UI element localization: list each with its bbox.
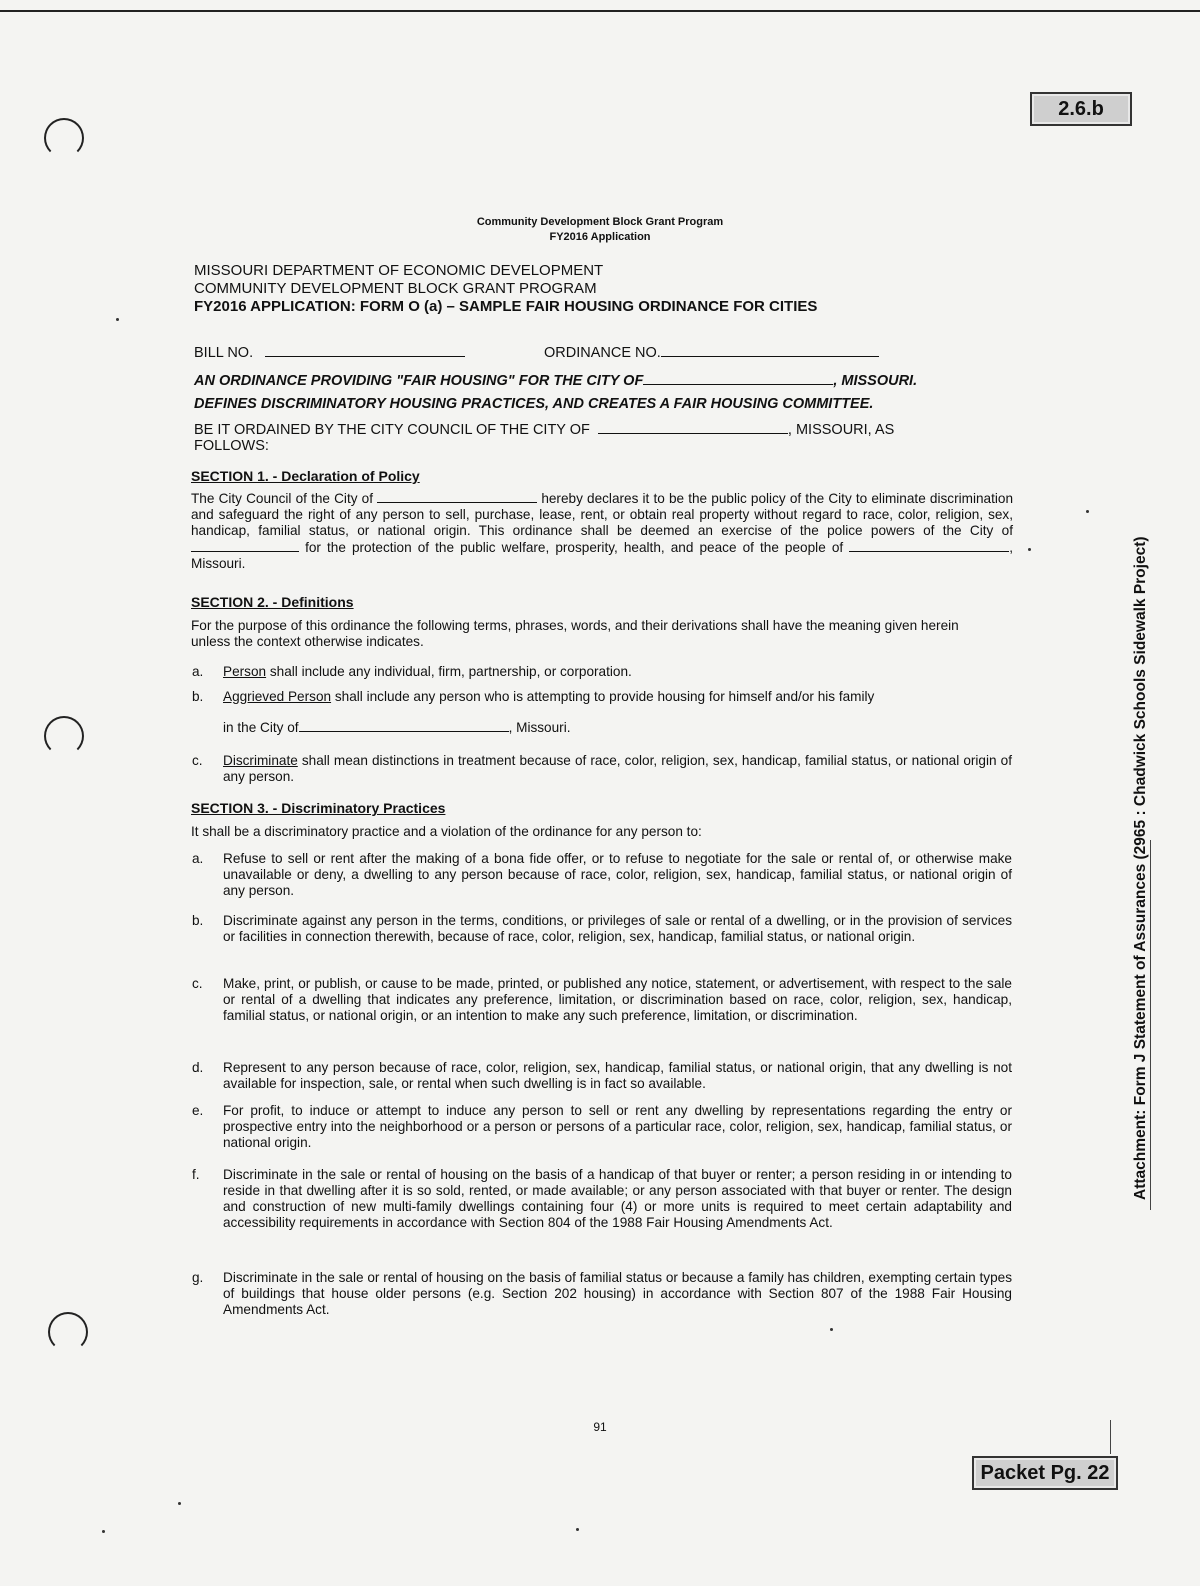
scan-speck <box>1028 548 1031 551</box>
definition-a-label: a. <box>192 664 204 679</box>
practice-item <box>192 851 1012 899</box>
section-1-heading-text: SECTION 1. - Declaration of Policy <box>191 468 420 484</box>
page-number: 91 <box>593 1420 607 1434</box>
practice-item-text: Discriminate against any person in the terms, conditions, or privileges of sale or rental of a dwelling, or in the provision of services or facilities in connection therewith, because of race, color, religion, sex, handicap, familial status, or national origin. <box>223 913 1012 944</box>
practice-item-text: Represent to any person because of race, color, religion, sex, handicap, familial status, or national origin, that any dwelling is not available for inspection, sale, or rental when such dwelling is in fact so available. <box>223 1060 1012 1091</box>
definition-c-label: c. <box>192 753 203 768</box>
ordinance-title-state: , MISSOURI. <box>833 373 918 389</box>
punch-hole-mark <box>48 1312 88 1352</box>
practice-item <box>192 1270 1012 1318</box>
definition-b <box>192 689 1012 705</box>
ordinance-number-row <box>544 344 879 361</box>
practice-item <box>192 1103 1012 1151</box>
section-1-paragraph <box>191 490 1013 572</box>
definition-a-text: shall include any individual, firm, partnership, or corporation. <box>266 664 632 679</box>
definition-b-text: shall include any person who is attempting to provide housing for himself and/or his family <box>331 689 875 704</box>
ordinance-title-line-1 <box>194 372 917 389</box>
definition-b-city <box>223 719 623 736</box>
definition-c <box>192 753 1012 785</box>
definition-b-city-state: , Missouri. <box>508 720 571 735</box>
practice-item-text: Refuse to sell or rent after the making of a bona fide offer, or to refuse to negotiate for the sale or rental of, or otherwise make unavailable or deny, a dwelling to any person because of race, color, religion, sex, handicap, familial status, or national origin of any person. <box>223 851 1012 898</box>
practice-item-text: Discriminate in the sale or rental of housing on the basis of familial status or because a family has children, exempting certain types of buildings that house older persons (e.g. Section 202 housing) in accordance with Section 807 of the 1988 Fair Housing Amendments Act. <box>223 1270 1012 1317</box>
practice-item <box>192 913 1012 945</box>
section-2-heading-text: SECTION 2. - Definitions <box>191 594 354 610</box>
section-1-text-c: for the protection of the public welfare, prosperity, health, and peace of the people of <box>305 540 844 555</box>
practice-item-text: Discriminate in the sale or rental of housing on the basis of a handicap of that buyer or renter; a person residing in or intending to reside in that dwelling after it is so sold, rented, or made available; or any person associated with that buyer or renter. The design and construction of new multi-family dwellings containing four (4) or more units is required to meet certain adaptability and accessibility requirements in accordance with Section 804 of the 1988 Fair Housing Amendments Act. <box>223 1167 1012 1230</box>
practice-item-text: For profit, to induce or attempt to induce any person to sell or rent any dwelling by representations regarding the entry or prospective entry into the neighborhood or a person or persons of a particular race, color, religion, sex, handicap, familial status, or national origin. <box>223 1103 1012 1150</box>
section-1-city-blank <box>377 490 537 503</box>
packet-section-stamp: 2.6.b <box>1030 92 1132 126</box>
ordained-state: , MISSOURI, AS <box>787 422 895 438</box>
bill-number-blank <box>265 344 465 357</box>
practice-item-label: e. <box>192 1103 204 1118</box>
practice-item <box>192 976 1012 1024</box>
section-2-intro: For the purpose of this ordinance the following terms, phrases, words, and their derivations shall have the meaning given herein unless the context otherwise indicates. <box>191 618 959 649</box>
dept-line-1: MISSOURI DEPARTMENT OF ECONOMIC DEVELOPMENT <box>194 262 604 279</box>
dept-line-2: COMMUNITY DEVELOPMENT BLOCK GRANT PROGRAM <box>194 280 597 297</box>
practice-item <box>192 1060 1012 1092</box>
ordained-text: BE IT ORDAINED BY THE CITY COUNCIL OF THE CITY OF <box>194 422 590 438</box>
practice-item-label: g. <box>192 1270 204 1285</box>
form-title-line: FY2016 APPLICATION: FORM O (a) – SAMPLE FAIR HOUSING ORDINANCE FOR CITIES <box>194 298 818 315</box>
definition-a <box>192 664 1012 680</box>
section-3-intro: It shall be a discriminatory practice and a violation of the ordinance for any person to: <box>191 824 702 839</box>
city-name-blank <box>643 372 833 385</box>
definition-c-term: Discriminate <box>223 753 298 768</box>
scan-speck <box>178 1502 181 1505</box>
section-1-heading <box>191 468 420 484</box>
section-3-heading-text: SECTION 3. - Discriminatory Practices <box>191 800 446 816</box>
practice-item-label: a. <box>192 851 204 866</box>
ordained-follows: FOLLOWS: <box>194 438 269 454</box>
section-1-text-d: , Missouri. <box>191 540 1014 571</box>
section-2-heading <box>191 594 354 610</box>
program-subheader: FY2016 Application <box>549 231 651 243</box>
scan-edge-line <box>1150 840 1151 1210</box>
punch-hole-mark <box>44 716 84 756</box>
practice-item-label: d. <box>192 1060 204 1075</box>
definition-b-label: b. <box>192 689 204 704</box>
scan-speck <box>576 1528 579 1531</box>
bill-number-label: BILL NO. <box>194 345 254 361</box>
practice-item-label: c. <box>192 976 203 991</box>
section-1-text-a: The City Council of the City of <box>191 491 373 506</box>
practice-item-text: Make, print, or publish, or cause to be made, printed, or published any notice, statement, or advertisement, with respect to the sale or rental of a dwelling that indicates any preference, limitation, or discrimination based on race, color, religion, sex, handicap, familial status, or national origin, or an intention to make any such preference, limitation, or discrimination. <box>223 976 1012 1023</box>
practice-item-label: b. <box>192 913 204 928</box>
ordained-clause <box>194 421 1014 438</box>
definition-b-city-blank <box>299 719 509 732</box>
packet-page-stamp: Packet Pg. 22 <box>972 1456 1118 1490</box>
attachment-sidebar-label: Attachment: Form J Statement of Assurances (2965 : Chadwick Schools Sidewalk Project) <box>1132 536 1149 1200</box>
section-1-text-b: hereby declares it to be the public policy of the City to eliminate discrimination and safeguard the right of any person to sell, purchase, lease, rent, or obtain real property without regard to race, color, religion, sex, handicap, familial status, or national origin. This ordinance shall be deemed an exercise of the police powers of the City of <box>191 491 1014 538</box>
ordinance-title-text: AN ORDINANCE PROVIDING "FAIR HOUSING" FOR THE CITY OF <box>194 373 644 389</box>
section-1-people-blank <box>849 539 1009 552</box>
definition-a-term: Person <box>223 664 267 679</box>
scan-speck <box>116 318 119 321</box>
program-header: Community Development Block Grant Program <box>476 216 724 228</box>
ordained-city-blank <box>598 421 788 434</box>
punch-hole-mark <box>44 118 84 158</box>
scan-speck <box>102 1530 105 1533</box>
scan-top-border <box>0 10 1200 12</box>
definition-b-city-text: in the City of <box>223 720 299 735</box>
ordinance-number-blank <box>661 344 879 357</box>
ordinance-title-line-2: DEFINES DISCRIMINATORY HOUSING PRACTICES, AND CREATES A FAIR HOUSING COMMITTEE. <box>194 396 874 412</box>
definition-c-text: shall mean distinctions in treatment because of race, color, religion, sex, handicap, familial status, or national origin of any person. <box>223 753 1012 784</box>
bill-number-row <box>194 344 465 361</box>
scan-speck <box>1086 510 1089 513</box>
section-3-heading <box>191 800 445 816</box>
section-1-city-blank-2 <box>191 539 299 552</box>
scan-speck <box>830 1328 833 1331</box>
definition-b-term: Aggrieved Person <box>223 689 332 704</box>
practice-item <box>192 1167 1012 1231</box>
ordinance-number-label: ORDINANCE NO. <box>544 345 661 361</box>
practice-item-label: f. <box>192 1167 200 1182</box>
